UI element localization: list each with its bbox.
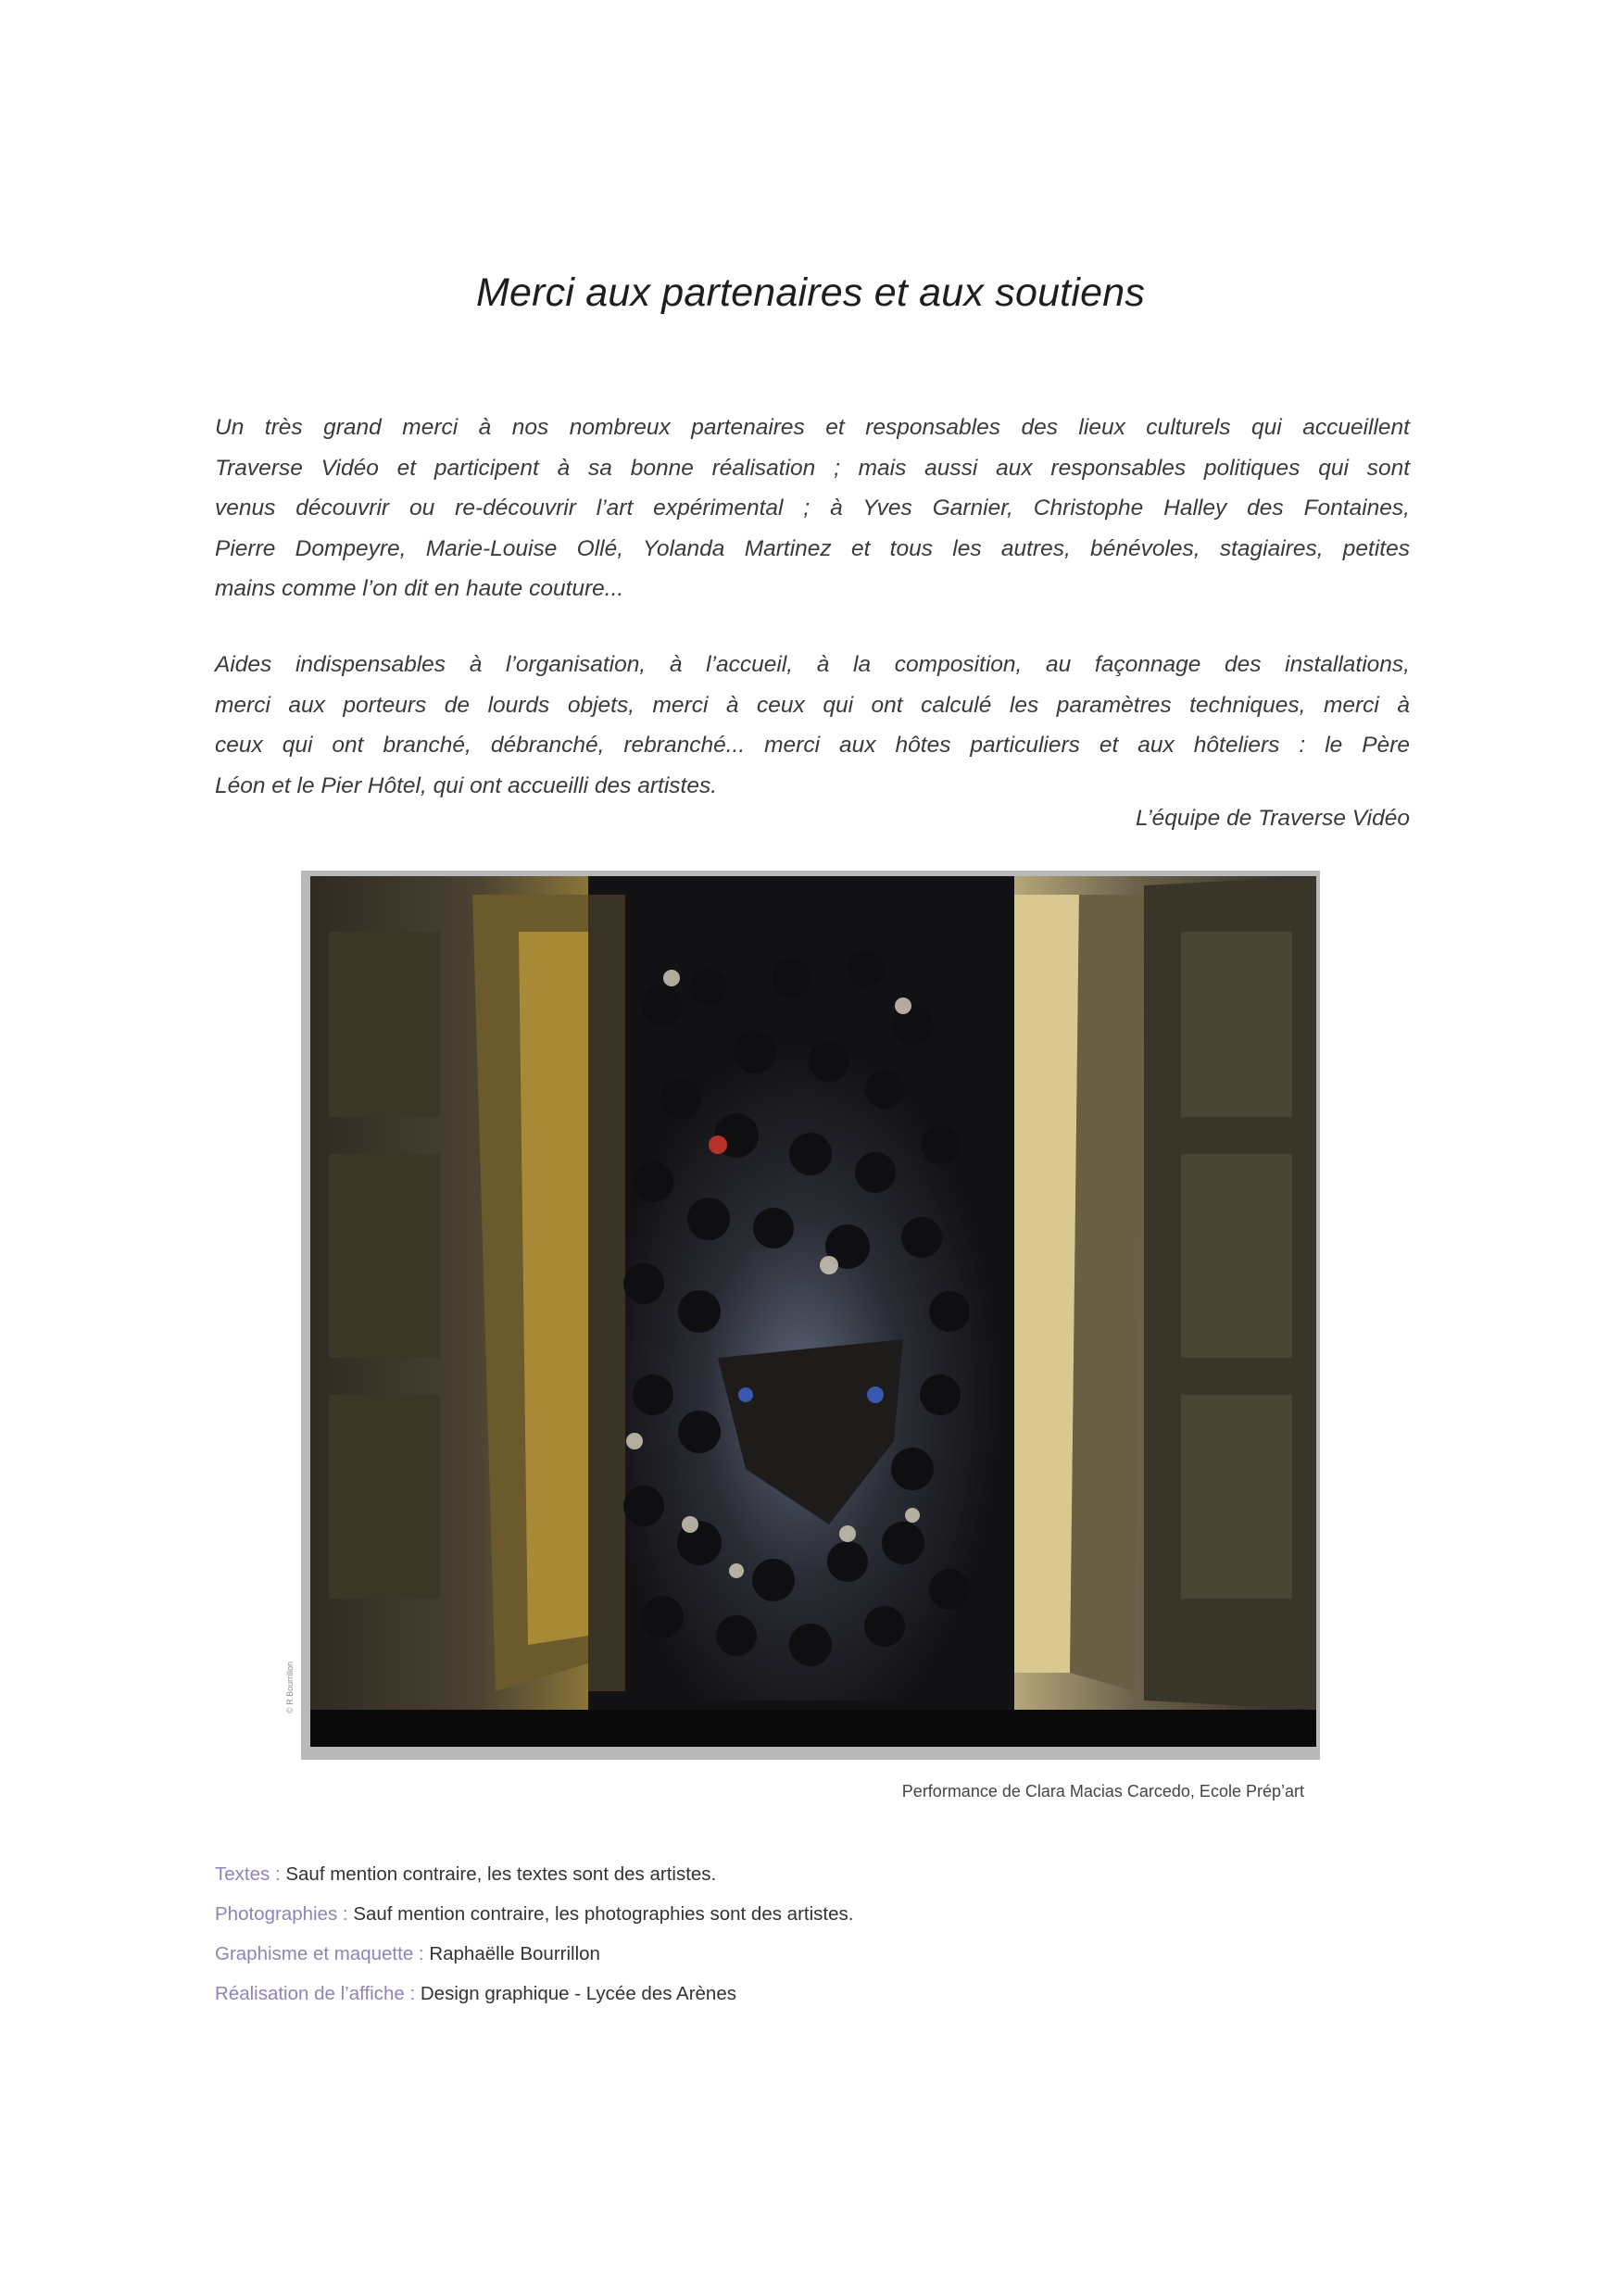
credit-label: Photographies : <box>215 1903 348 1925</box>
credit-label: Réalisation de l’affiche : <box>215 1983 416 2004</box>
credit-value: Sauf mention contraire, les photographies sont des artistes. <box>353 1903 854 1925</box>
credit-value: Raphaëlle Bourrillon <box>429 1943 600 1964</box>
paragraph-line: ceux qui ont branché, débranché, rebranché... merci aux hôtes particuliers et aux hôteliers : le Père <box>215 733 1410 758</box>
crowd-overhead-image <box>310 876 1316 1747</box>
photo-caption: Performance de Clara Macias Carcedo, Ecole Prép’art <box>901 1782 1304 1800</box>
credit-row <box>215 1974 853 2014</box>
paragraph-line: Un très grand merci à nos nombreux partenaires et responsables des lieux culturels qui accueillent <box>215 415 1410 440</box>
thanks-paragraph-2 <box>215 645 1410 806</box>
credit-row <box>215 1894 853 1934</box>
credit-value: Sauf mention contraire, les textes sont des artistes. <box>285 1863 717 1885</box>
credits-list <box>215 1854 853 2014</box>
credit-value: Design graphique - Lycée des Arènes <box>420 1983 736 2004</box>
credit-row <box>215 1934 853 1974</box>
paragraph-line: Pierre Dompeyre, Marie-Louise Ollé, Yolanda Martinez et tous les autres, bénévoles, stagiaires, petites <box>215 535 1410 561</box>
photo-credit: © R.Bourrillon <box>285 1661 295 1713</box>
performance-photo <box>310 876 1316 1747</box>
credit-row <box>215 1854 853 1894</box>
paragraph-line: Léon et le Pier Hôtel, qui ont accueilli des artistes. <box>215 772 718 798</box>
credit-label: Textes : <box>215 1863 281 1885</box>
paragraph-line: mains comme l’on dit en haute couture... <box>215 576 624 601</box>
paragraph-line: merci aux porteurs de lourds objets, merci à ceux qui ont calculé les paramètres techniques, merci à <box>215 692 1410 718</box>
page-title: Merci aux partenaires et aux soutiens <box>475 270 1146 315</box>
paragraph-line: Aides indispensables à l’organisation, à l’accueil, à la composition, au façonnage des installations, <box>215 652 1410 677</box>
credit-label: Graphisme et maquette : <box>215 1943 424 1964</box>
thanks-paragraph-1 <box>215 408 1410 609</box>
signature: L’équipe de Traverse Vidéo <box>1135 806 1410 831</box>
paragraph-line: venus découvrir ou re-découvrir l’art expérimental ; à Yves Garnier, Christophe Halley des Fontaines, <box>215 496 1410 521</box>
paragraph-line: Traverse Vidéo et participent à sa bonne réalisation ; mais aussi aux responsables politiques qui sont <box>215 455 1410 481</box>
performance-photo-frame <box>301 871 1320 1760</box>
